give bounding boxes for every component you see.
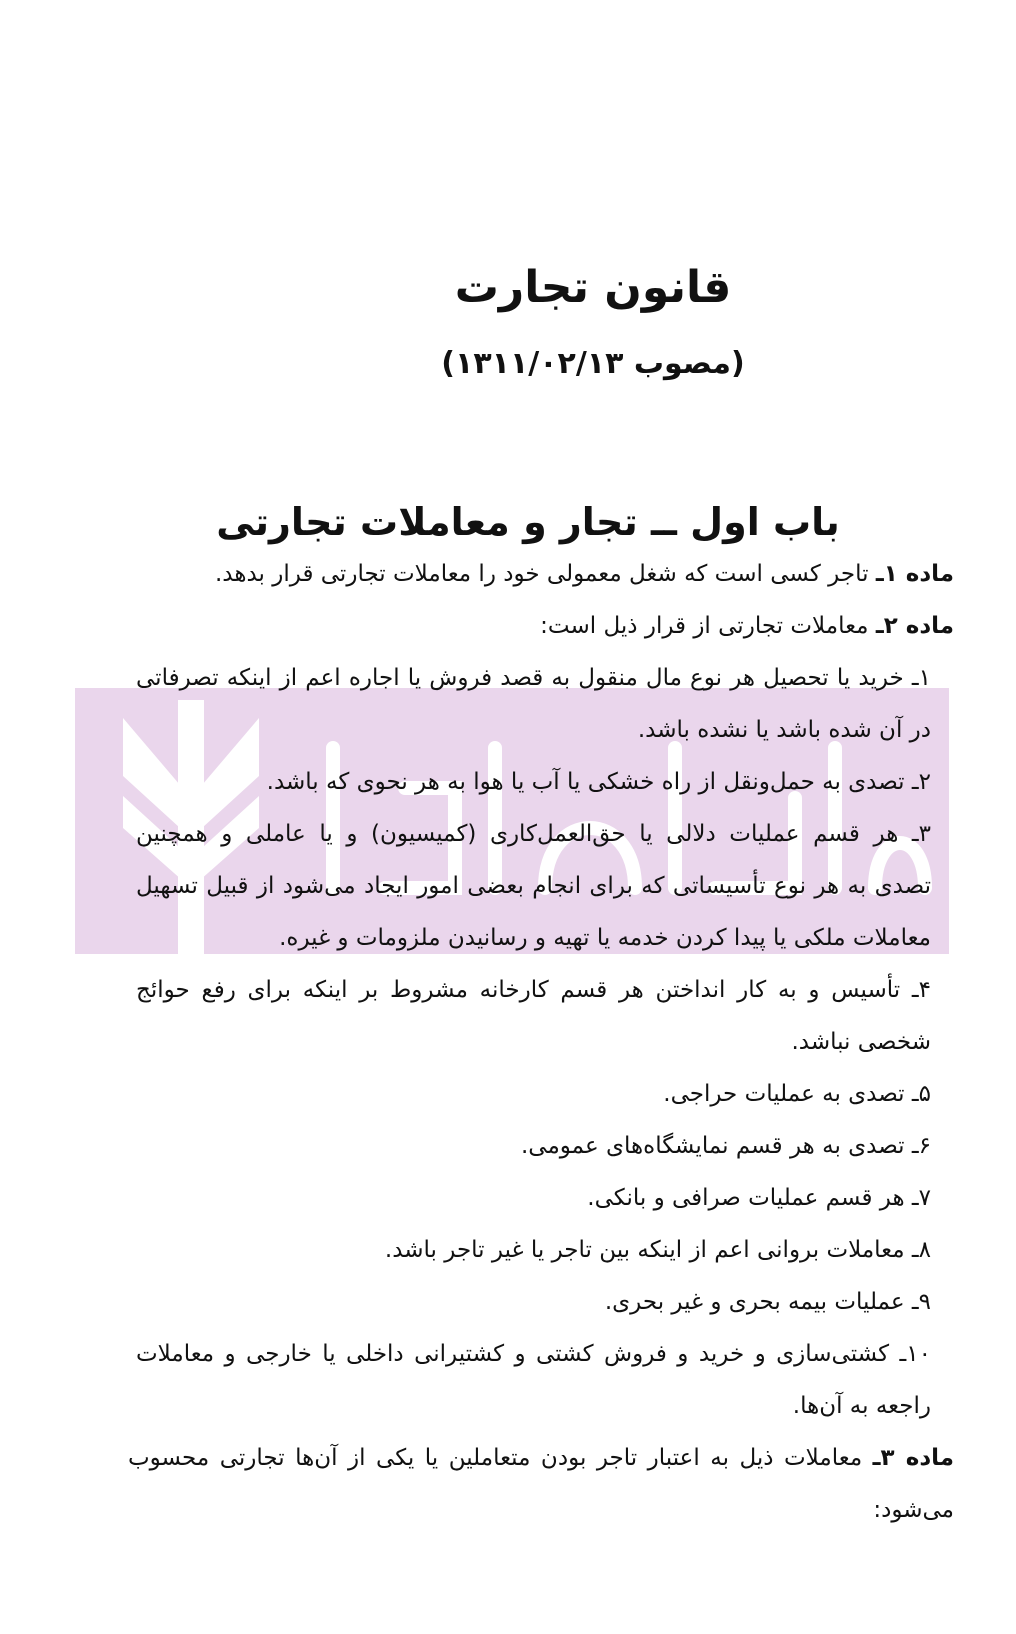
list-item-3-cont: تصدی به هر نوع تأسیساتی که برای انجام بعضی امور ایجاد می‌شود از قبیل تسهیل [136,873,931,899]
article-1 [215,548,954,600]
article-text: معاملات ذیل به اعتبار تاجر بودن متعاملین یا یکی از آن‌ها تجارتی محسوب [128,1445,873,1471]
article-label: ماده ۳ـ [872,1445,955,1471]
law-title: قانون تجارت [454,262,732,313]
article-3 [128,1432,954,1484]
article-label: ماده ۱ـ [875,561,954,587]
list-item-1-cont: در آن شده باشد یا نشده باشد. [637,717,931,743]
list-item-4: ۴ـ تأسیس و به کار انداختن هر قسم کارخانه مشروط بر اینکه برای رفع حوائج [136,977,931,1003]
list-item-9: ۹ـ عملیات بیمه بحری و غیر بحری. [604,1289,931,1315]
list-item-2: ۲ـ تصدی به حمل‌ونقل از راه خشکی یا آب یا هوا به هر نحوی که باشد. [266,769,931,795]
list-item-4-cont: شخصی نباشد. [791,1029,931,1055]
list-item-6: ۶ـ تصدی به هر قسم نمایشگاه‌های عمومی. [521,1133,931,1159]
list-item-5: ۵ـ تصدی به عملیات حراجی. [663,1081,931,1107]
article-text: تاجر کسی است که شغل معمولی خود را معاملات تجارتی قرار بدهد. [214,561,876,587]
list-item-1: ۱ـ خرید یا تحصیل هر نوع مال منقول به قصد فروش یا اجاره اعم از اینکه تصرفاتی [136,665,931,691]
article-text: معاملات تجارتی از قرار ذیل است: [540,613,876,639]
list-item-10: ۱۰ـ کشتی‌سازی و خرید و فروش کشتی و کشتیرانی داخلی یا خارجی و معاملات [136,1341,931,1367]
list-item-10-cont: راجعه به آن‌ها. [792,1393,931,1419]
article-2 [540,600,954,652]
list-item-3-cont2: معاملات ملکی یا پیدا کردن خدمه یا تهیه و رسانیدن ملزومات و غیره. [279,925,931,951]
article-3-cont: می‌شود: [873,1497,954,1523]
list-item-7: ۷ـ هر قسم عملیات صرافی و بانکی. [587,1185,931,1211]
list-item-3: ۳ـ هر قسم عملیات دلالی یا حق‌العمل‌کاری (کمیسیون) و یا عاملی و همچنین [136,821,931,847]
list-item-8: ۸ـ معاملات بروانی اعم از اینکه بین تاجر یا غیر تاجر باشد. [384,1237,931,1263]
law-enactment-date: (مصوب ۱۳۱۱/۰۲/۱۳) [441,346,745,381]
chapter-heading: باب اول ــ تجار و معاملات تجارتی [216,500,840,544]
article-label: ماده ۲ـ [875,613,954,639]
